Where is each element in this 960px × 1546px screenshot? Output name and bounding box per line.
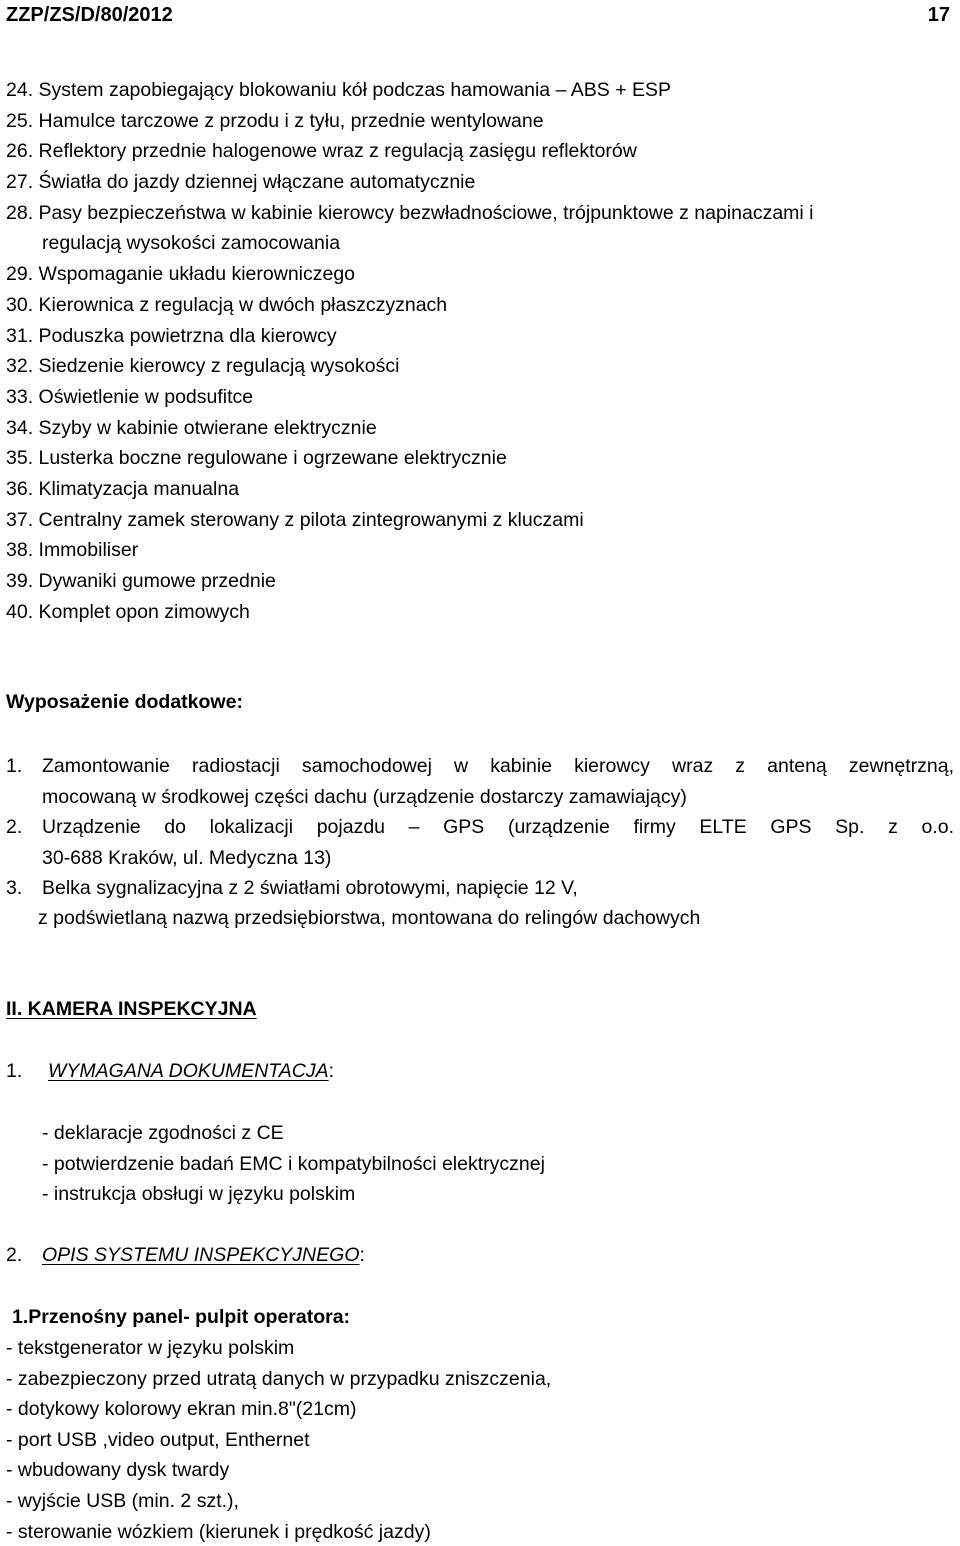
equipment-list-item: 29. Wspomaganie układu kierowniczego xyxy=(6,263,356,285)
equipment-list-item: 32. Siedzenie kierowcy z regulacją wysokości xyxy=(6,355,400,377)
document-code: ZZP/ZS/D/80/2012 xyxy=(6,4,173,26)
equipment-list-item: 34. Szyby w kabinie otwierane elektrycznie xyxy=(6,417,377,439)
documentation-number: 1. xyxy=(6,1060,23,1082)
equipment-list-item: 30. Kierownica z regulacją w dwóch płaszczyznach xyxy=(6,294,448,316)
additional-item-text: z podświetlaną nazwą przedsiębiorstwa, montowana do relingów dachowych xyxy=(38,907,701,929)
panel-requirement-item: - tekstgenerator w języku polskim xyxy=(6,1337,295,1359)
equipment-list-item: 38. Immobiliser xyxy=(6,539,139,561)
system-number: 2. xyxy=(6,1244,23,1266)
additional-item-number: 3. xyxy=(6,877,23,899)
equipment-list-item: 24. System zapobiegający blokowaniu kół podczas hamowania – ABS + ESP xyxy=(6,79,672,101)
additional-item-text: 30-688 Kraków, ul. Medyczna 13) xyxy=(42,847,332,869)
additional-item-number: 1. xyxy=(6,755,23,777)
additional-item-text: Urządzenie do lokalizacji pojazdu – GPS (urządzenie firmy ELTE GPS Sp. z o.o. xyxy=(42,816,954,838)
documentation-heading: WYMAGANA DOKUMENTACJA: xyxy=(48,1060,335,1082)
equipment-list-item: 28. Pasy bezpieczeństwa w kabinie kierowcy bezwładnościowe, trójpunktowe z napinaczami i xyxy=(6,202,814,224)
additional-item-text: Zamontowanie radiostacji samochodowej w kabinie kierowcy wraz z anteną zewnętrzną, xyxy=(42,755,954,777)
equipment-list-item: 25. Hamulce tarczowe z przodu i z tyłu, przednie wentylowane xyxy=(6,110,544,132)
additional-equipment-heading: Wyposażenie dodatkowe: xyxy=(6,691,243,713)
panel-requirement-item: - sterowanie wózkiem (kierunek i prędkość jazdy) xyxy=(6,1521,431,1543)
equipment-list-item: 27. Światła do jazdy dziennej włączane automatycznie xyxy=(6,171,476,193)
additional-item-text: Belka sygnalizacyjna z 2 światłami obrotowymi, napięcie 12 V, xyxy=(42,877,578,899)
panel-heading: 1.Przenośny panel- pulpit operatora: xyxy=(12,1306,351,1328)
documentation-item: - potwierdzenie badań EMC i kompatybilności elektrycznej xyxy=(42,1153,545,1175)
panel-requirement-item: - wyjście USB (min. 2 szt.), xyxy=(6,1490,239,1512)
equipment-list-item: 40. Komplet opon zimowych xyxy=(6,601,250,623)
equipment-list-item: 36. Klimatyzacja manualna xyxy=(6,478,240,500)
system-heading: OPIS SYSTEMU INSPEKCYJNEGO: xyxy=(42,1244,365,1266)
equipment-list-item: 33. Oświetlenie w podsufitce xyxy=(6,386,254,408)
equipment-list-item: 26. Reflektory przednie halogenowe wraz z regulacją zasięgu reflektorów xyxy=(6,140,637,162)
equipment-list-item: 31. Poduszka powietrzna dla kierowcy xyxy=(6,325,337,347)
documentation-item: - deklaracje zgodności z CE xyxy=(42,1122,284,1144)
additional-item-number: 2. xyxy=(6,816,23,838)
equipment-list-item: regulacją wysokości zamocowania xyxy=(42,232,341,254)
panel-requirement-item: - port USB ,video output, Enthernet xyxy=(6,1429,310,1451)
panel-requirement-item: - dotykowy kolorowy ekran min.8"(21cm) xyxy=(6,1398,357,1420)
documentation-item: - instrukcja obsługi w języku polskim xyxy=(42,1183,356,1205)
panel-requirement-item: - zabezpieczony przed utratą danych w przypadku zniszczenia, xyxy=(6,1368,552,1390)
page-number: 17 xyxy=(927,4,950,26)
additional-item-text: mocowaną w środkowej części dachu (urządzenie dostarczy zamawiający) xyxy=(42,786,687,808)
equipment-list-item: 37. Centralny zamek sterowany z pilota zintegrowanymi z kluczami xyxy=(6,509,584,531)
section-title: II. KAMERA INSPEKCYJNA xyxy=(6,998,257,1020)
equipment-list-item: 39. Dywaniki gumowe przednie xyxy=(6,570,276,592)
equipment-list-item: 35. Lusterka boczne regulowane i ogrzewane elektrycznie xyxy=(6,447,507,469)
panel-requirement-item: - wbudowany dysk twardy xyxy=(6,1459,230,1481)
